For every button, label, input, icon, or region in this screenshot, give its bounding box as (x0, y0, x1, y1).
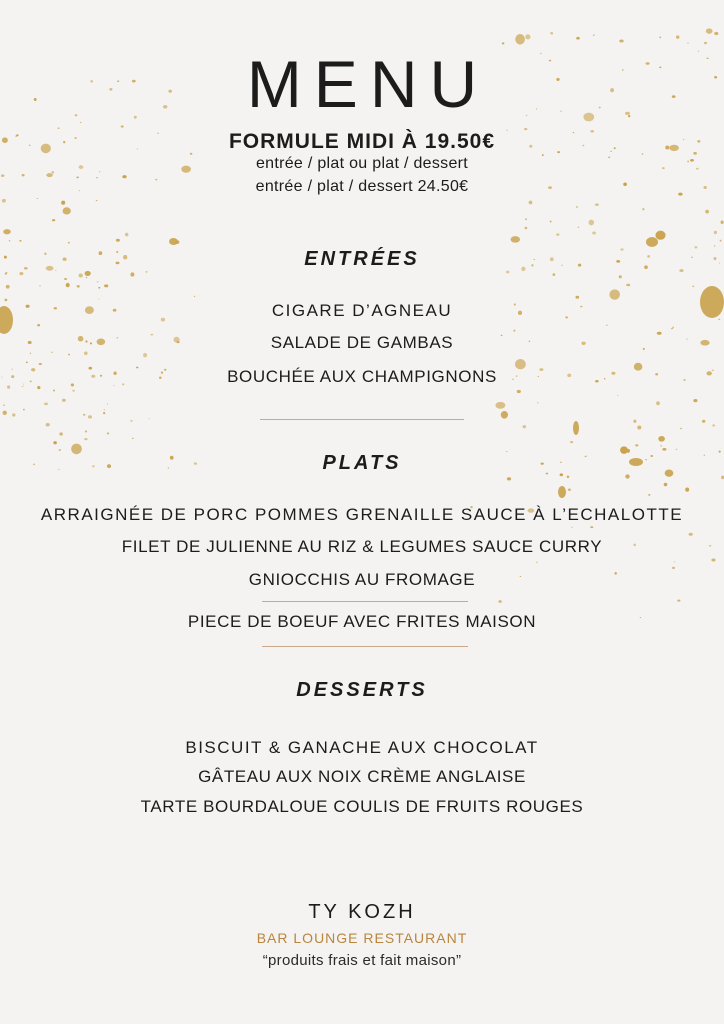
section-heading-desserts: DESSERTS (296, 679, 428, 701)
divider (260, 419, 464, 420)
divider (262, 601, 468, 602)
restaurant-tagline: BAR LOUNGE RESTAURANT (256, 930, 468, 946)
dessert-item: TARTE BOURDALOUE COULIS DE FRUITS ROUGES (140, 797, 584, 816)
plat-item: ARRAIGNÉE DE PORC POMMES GRENAILLE SAUCE À L’ECHALOTTE (40, 505, 684, 524)
formule-line-2: entrée / plat / dessert 24.50€ (255, 178, 469, 195)
plat-item: PIECE DE BOEUF AVEC FRITES MAISON (187, 612, 537, 631)
formule-heading: FORMULE MIDI À 19.50€ (228, 130, 496, 153)
restaurant-quote: “produits frais et fait maison” (262, 952, 462, 969)
menu-title: MENU (246, 47, 490, 121)
plat-item: GNIOCCHIS AU FROMAGE (248, 570, 476, 589)
plat-item: FILET DE JULIENNE AU RIZ & LEGUMES SAUCE CURRY (121, 537, 603, 556)
section-heading-entrees: ENTRÉES (304, 248, 420, 270)
dessert-item: BISCUIT & GANACHE AUX CHOCOLAT (185, 738, 539, 757)
section-heading-plats: PLATS (322, 452, 402, 474)
formule-line-1: entrée / plat ou plat / dessert (255, 155, 469, 172)
entree-item: BOUCHÉE AUX CHAMPIGNONS (227, 367, 497, 386)
entree-item: CIGARE D’AGNEAU (271, 301, 453, 320)
divider (262, 646, 468, 647)
restaurant-name: TY KOZH (308, 901, 416, 923)
entree-item: SALADE DE GAMBAS (270, 333, 454, 352)
dessert-item: GÂTEAU AUX NOIX CRÈME ANGLAISE (198, 767, 526, 786)
